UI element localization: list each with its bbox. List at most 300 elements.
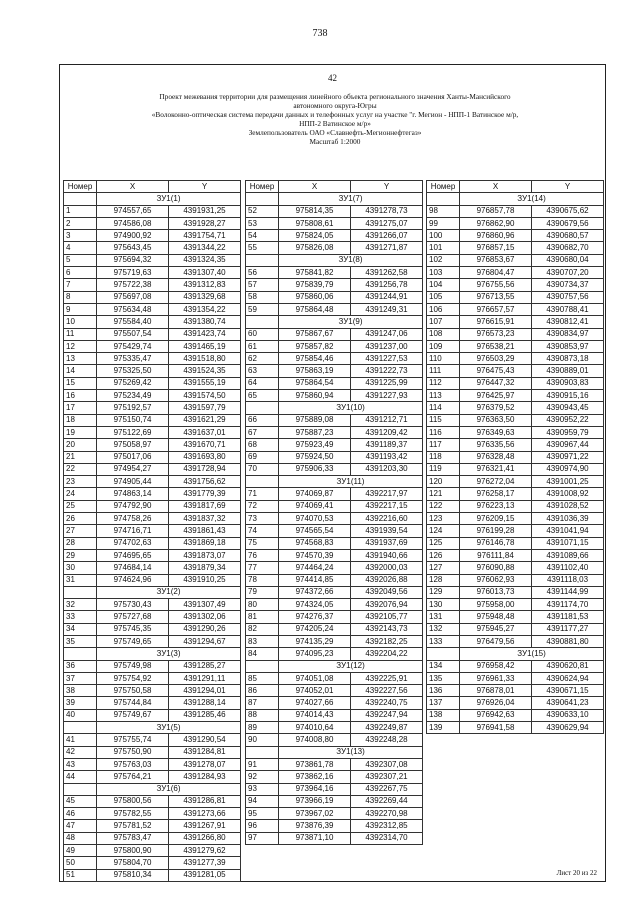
x-coordinate: 975058,97 xyxy=(97,439,169,451)
x-coordinate: 974051,08 xyxy=(279,672,351,684)
point-number: 79 xyxy=(246,586,279,598)
table-row xyxy=(427,267,604,279)
x-coordinate: 975643,45 xyxy=(97,242,169,254)
table-row xyxy=(246,205,423,217)
x-coordinate: 976272,04 xyxy=(460,476,532,488)
point-number: 115 xyxy=(427,414,460,426)
y-coordinate: 4391181,53 xyxy=(532,611,604,623)
x-coordinate: 974702,63 xyxy=(97,537,169,549)
x-coordinate: 973862,16 xyxy=(279,771,351,783)
y-coordinate: 4391423,74 xyxy=(169,328,241,340)
point-number: 112 xyxy=(427,377,460,389)
point-number: 97 xyxy=(246,832,279,844)
point-number: 99 xyxy=(427,217,460,229)
table-row xyxy=(427,328,604,340)
group-header-row xyxy=(427,648,604,660)
table-row xyxy=(64,340,241,352)
x-coordinate: 974276,37 xyxy=(279,611,351,623)
table-row xyxy=(64,734,241,746)
group-empty-cell xyxy=(246,476,279,488)
header-x: X xyxy=(279,181,351,193)
table-row xyxy=(64,328,241,340)
point-number: 66 xyxy=(246,414,279,426)
point-number: 56 xyxy=(246,267,279,279)
table-row xyxy=(246,390,423,402)
table-row xyxy=(64,672,241,684)
x-coordinate: 974557,65 xyxy=(97,205,169,217)
y-coordinate: 4390680,57 xyxy=(532,230,604,242)
x-coordinate: 974070,53 xyxy=(279,513,351,525)
group-empty-cell xyxy=(246,660,279,672)
table-row xyxy=(427,242,604,254)
y-coordinate: 4391940,66 xyxy=(351,549,423,561)
point-number: 48 xyxy=(64,832,97,844)
x-coordinate: 975945,27 xyxy=(460,623,532,635)
point-number: 46 xyxy=(64,808,97,820)
y-coordinate: 4392049,56 xyxy=(351,586,423,598)
x-coordinate: 975824,05 xyxy=(279,230,351,242)
point-number: 40 xyxy=(64,709,97,721)
point-number: 68 xyxy=(246,439,279,451)
y-coordinate: 4392105,77 xyxy=(351,611,423,623)
y-coordinate: 4391275,07 xyxy=(351,217,423,229)
x-coordinate: 974905,44 xyxy=(97,476,169,488)
point-number: 98 xyxy=(427,205,460,217)
x-coordinate: 974372,66 xyxy=(279,586,351,598)
x-coordinate: 975507,54 xyxy=(97,328,169,340)
x-coordinate: 975814,35 xyxy=(279,205,351,217)
point-number: 88 xyxy=(246,709,279,721)
table-row xyxy=(427,365,604,377)
table-row xyxy=(64,758,241,770)
coordinate-table-2 xyxy=(245,180,422,845)
point-number: 114 xyxy=(427,402,460,414)
table-row xyxy=(246,635,423,647)
table-row xyxy=(246,734,423,746)
y-coordinate: 4391244,91 xyxy=(351,291,423,303)
y-coordinate: 4391910,25 xyxy=(169,574,241,586)
title-line: «Волоконно-оптическая система передачи данных и телефонных услуг на участке "г. Мегион - НПП-1 Ватинское м/р, xyxy=(151,110,519,119)
point-number: 67 xyxy=(246,426,279,438)
table-row xyxy=(246,808,423,820)
y-coordinate: 4391555,19 xyxy=(169,377,241,389)
point-number: 23 xyxy=(64,476,97,488)
x-coordinate: 974695,65 xyxy=(97,549,169,561)
table-row xyxy=(427,672,604,684)
group-header-row xyxy=(246,316,423,328)
table-row xyxy=(246,414,423,426)
table-row xyxy=(246,365,423,377)
point-number: 82 xyxy=(246,623,279,635)
group-header-row xyxy=(246,254,423,266)
y-coordinate: 4391118,03 xyxy=(532,574,604,586)
table-row xyxy=(246,488,423,500)
x-coordinate: 976804,47 xyxy=(460,267,532,279)
y-coordinate: 4392269,44 xyxy=(351,795,423,807)
table-row xyxy=(427,525,604,537)
point-number: 89 xyxy=(246,722,279,734)
group-label: ЗУ1(5) xyxy=(97,722,241,734)
point-number: 76 xyxy=(246,549,279,561)
y-coordinate: 4391028,52 xyxy=(532,500,604,512)
x-coordinate: 976425,97 xyxy=(460,390,532,402)
group-header-row xyxy=(246,746,423,758)
x-coordinate: 975325,50 xyxy=(97,365,169,377)
point-number: 55 xyxy=(246,242,279,254)
point-number: 63 xyxy=(246,365,279,377)
table-row xyxy=(64,377,241,389)
x-coordinate: 974027,66 xyxy=(279,697,351,709)
table-row xyxy=(246,709,423,721)
table-row xyxy=(246,242,423,254)
y-coordinate: 4391227,93 xyxy=(351,390,423,402)
table-row xyxy=(427,377,604,389)
x-coordinate: 976961,33 xyxy=(460,672,532,684)
table-row xyxy=(427,599,604,611)
table-row xyxy=(246,377,423,389)
y-coordinate: 4391209,42 xyxy=(351,426,423,438)
group-label: ЗУ1(7) xyxy=(279,193,423,205)
point-number: 24 xyxy=(64,488,97,500)
x-coordinate: 975839,79 xyxy=(279,279,351,291)
x-coordinate: 975269,42 xyxy=(97,377,169,389)
x-coordinate: 976713,55 xyxy=(460,291,532,303)
y-coordinate: 4390873,18 xyxy=(532,353,604,365)
y-coordinate: 4392217,15 xyxy=(351,500,423,512)
y-coordinate: 4390671,15 xyxy=(532,685,604,697)
x-coordinate: 974414,85 xyxy=(279,574,351,586)
y-coordinate: 4391879,34 xyxy=(169,562,241,574)
y-coordinate: 4391193,42 xyxy=(351,451,423,463)
point-number: 17 xyxy=(64,402,97,414)
point-number: 1 xyxy=(64,205,97,217)
point-number: 80 xyxy=(246,599,279,611)
table-row xyxy=(427,660,604,672)
y-coordinate: 4392217,97 xyxy=(351,488,423,500)
x-coordinate: 975584,40 xyxy=(97,316,169,328)
table-row xyxy=(64,599,241,611)
y-coordinate: 4391294,01 xyxy=(169,685,241,697)
x-coordinate: 974324,05 xyxy=(279,599,351,611)
table-row xyxy=(64,291,241,303)
x-coordinate: 975694,32 xyxy=(97,254,169,266)
x-coordinate: 975923,49 xyxy=(279,439,351,451)
table-row xyxy=(427,205,604,217)
x-coordinate: 974052,01 xyxy=(279,685,351,697)
point-number: 73 xyxy=(246,513,279,525)
y-coordinate: 4391225,99 xyxy=(351,377,423,389)
x-coordinate: 975924,50 xyxy=(279,451,351,463)
y-coordinate: 4391329,68 xyxy=(169,291,241,303)
y-coordinate: 4391089,66 xyxy=(532,549,604,561)
x-coordinate: 975234,49 xyxy=(97,390,169,402)
x-coordinate: 974010,64 xyxy=(279,722,351,734)
table-row xyxy=(427,439,604,451)
table-row xyxy=(246,586,423,598)
x-coordinate: 976223,13 xyxy=(460,500,532,512)
point-number: 105 xyxy=(427,291,460,303)
table-row xyxy=(246,291,423,303)
point-number: 36 xyxy=(64,660,97,672)
table-row xyxy=(246,574,423,586)
x-coordinate: 976657,57 xyxy=(460,303,532,315)
point-number: 120 xyxy=(427,476,460,488)
y-coordinate: 4391249,31 xyxy=(351,303,423,315)
y-coordinate: 4390881,80 xyxy=(532,635,604,647)
y-coordinate: 4391637,01 xyxy=(169,426,241,438)
table-row xyxy=(64,808,241,820)
point-number: 104 xyxy=(427,279,460,291)
table-row xyxy=(64,635,241,647)
point-number: 101 xyxy=(427,242,460,254)
table-row xyxy=(246,623,423,635)
x-coordinate: 975754,92 xyxy=(97,672,169,684)
group-empty-cell xyxy=(246,746,279,758)
x-coordinate: 975864,54 xyxy=(279,377,351,389)
point-number: 94 xyxy=(246,795,279,807)
point-number: 96 xyxy=(246,820,279,832)
header-y: Y xyxy=(169,181,241,193)
y-coordinate: 4391693,80 xyxy=(169,451,241,463)
point-number: 111 xyxy=(427,365,460,377)
x-coordinate: 975958,00 xyxy=(460,599,532,611)
table-row xyxy=(64,402,241,414)
y-coordinate: 4390633,10 xyxy=(532,709,604,721)
table-row xyxy=(246,758,423,770)
table-row xyxy=(64,562,241,574)
x-coordinate: 976958,42 xyxy=(460,660,532,672)
table-row xyxy=(64,832,241,844)
table-row xyxy=(427,537,604,549)
table-row xyxy=(64,267,241,279)
y-coordinate: 4391177,27 xyxy=(532,623,604,635)
point-number: 124 xyxy=(427,525,460,537)
y-coordinate: 4390680,04 xyxy=(532,254,604,266)
x-coordinate: 975860,06 xyxy=(279,291,351,303)
group-label: ЗУ1(10) xyxy=(279,402,423,414)
x-coordinate: 973861,78 xyxy=(279,758,351,770)
y-coordinate: 4390915,16 xyxy=(532,390,604,402)
x-coordinate: 975749,67 xyxy=(97,709,169,721)
group-empty-cell xyxy=(427,648,460,660)
x-coordinate: 976379,52 xyxy=(460,402,532,414)
x-coordinate: 975150,74 xyxy=(97,414,169,426)
x-coordinate: 975826,08 xyxy=(279,242,351,254)
point-number: 83 xyxy=(246,635,279,647)
x-coordinate: 974684,14 xyxy=(97,562,169,574)
point-number: 106 xyxy=(427,303,460,315)
y-coordinate: 4391324,35 xyxy=(169,254,241,266)
title-line: Проект межевания территории для размещения линейного объекта регионального значения Ханты-Мансийского xyxy=(159,92,511,101)
y-coordinate: 4391290,26 xyxy=(169,623,241,635)
y-coordinate: 4391754,71 xyxy=(169,230,241,242)
group-header-row xyxy=(64,193,241,205)
x-coordinate: 973964,16 xyxy=(279,783,351,795)
x-coordinate: 975864,48 xyxy=(279,303,351,315)
point-number: 72 xyxy=(246,500,279,512)
sheet-number: 42 xyxy=(328,73,337,83)
table-row xyxy=(427,513,604,525)
x-coordinate: 974716,71 xyxy=(97,525,169,537)
x-coordinate: 975854,46 xyxy=(279,353,351,365)
table-row xyxy=(246,303,423,315)
table-row xyxy=(246,672,423,684)
y-coordinate: 4391262,58 xyxy=(351,267,423,279)
group-label: ЗУ1(8) xyxy=(279,254,423,266)
group-label: ЗУ1(6) xyxy=(97,783,241,795)
x-coordinate: 976363,50 xyxy=(460,414,532,426)
y-coordinate: 4390834,97 xyxy=(532,328,604,340)
group-empty-cell xyxy=(64,722,97,734)
x-coordinate: 974900,92 xyxy=(97,230,169,242)
x-coordinate: 975857,82 xyxy=(279,340,351,352)
table-row xyxy=(246,795,423,807)
x-coordinate: 976941,58 xyxy=(460,722,532,734)
point-number: 122 xyxy=(427,500,460,512)
y-coordinate: 4391670,71 xyxy=(169,439,241,451)
x-coordinate: 976328,48 xyxy=(460,451,532,463)
page-number: 738 xyxy=(312,28,328,39)
point-number: 95 xyxy=(246,808,279,820)
sheet-frame xyxy=(59,64,606,882)
y-coordinate: 4390971,22 xyxy=(532,451,604,463)
table-row xyxy=(427,340,604,352)
x-coordinate: 975906,33 xyxy=(279,463,351,475)
table-row xyxy=(64,476,241,488)
point-number: 103 xyxy=(427,267,460,279)
y-coordinate: 4391518,80 xyxy=(169,353,241,365)
x-coordinate: 975697,08 xyxy=(97,291,169,303)
y-coordinate: 4390959,79 xyxy=(532,426,604,438)
x-coordinate: 975122,69 xyxy=(97,426,169,438)
point-number: 59 xyxy=(246,303,279,315)
point-number: 125 xyxy=(427,537,460,549)
table-row xyxy=(64,500,241,512)
y-coordinate: 4391597,79 xyxy=(169,402,241,414)
point-number: 19 xyxy=(64,426,97,438)
point-number: 137 xyxy=(427,697,460,709)
table-row xyxy=(427,316,604,328)
x-coordinate: 974570,39 xyxy=(279,549,351,561)
point-number: 4 xyxy=(64,242,97,254)
y-coordinate: 4391621,29 xyxy=(169,414,241,426)
table-row xyxy=(64,795,241,807)
point-number: 8 xyxy=(64,291,97,303)
x-coordinate: 975808,61 xyxy=(279,217,351,229)
document-title xyxy=(100,92,570,146)
y-coordinate: 4391861,43 xyxy=(169,525,241,537)
point-number: 6 xyxy=(64,267,97,279)
y-coordinate: 4391278,73 xyxy=(351,205,423,217)
table-row xyxy=(427,635,604,647)
coordinate-table-1 xyxy=(63,180,240,882)
point-number: 15 xyxy=(64,377,97,389)
point-number: 136 xyxy=(427,685,460,697)
x-coordinate: 975727,68 xyxy=(97,611,169,623)
point-number: 123 xyxy=(427,513,460,525)
y-coordinate: 4391344,22 xyxy=(169,242,241,254)
x-coordinate: 974863,14 xyxy=(97,488,169,500)
point-number: 69 xyxy=(246,451,279,463)
y-coordinate: 4391271,87 xyxy=(351,242,423,254)
y-coordinate: 4391277,39 xyxy=(169,857,241,869)
point-number: 27 xyxy=(64,525,97,537)
point-number: 12 xyxy=(64,340,97,352)
point-number: 92 xyxy=(246,771,279,783)
table-header-row xyxy=(64,181,241,193)
point-number: 47 xyxy=(64,820,97,832)
table-row xyxy=(427,291,604,303)
point-number: 33 xyxy=(64,611,97,623)
table-row xyxy=(427,697,604,709)
table-row xyxy=(427,230,604,242)
x-coordinate: 974014,43 xyxy=(279,709,351,721)
group-empty-cell xyxy=(246,316,279,328)
y-coordinate: 4392143,73 xyxy=(351,623,423,635)
group-label: ЗУ1(9) xyxy=(279,316,423,328)
point-number: 49 xyxy=(64,845,97,857)
y-coordinate: 4390675,62 xyxy=(532,205,604,217)
x-coordinate: 973876,39 xyxy=(279,820,351,832)
group-empty-cell xyxy=(246,254,279,266)
header-number: Номер xyxy=(246,181,279,193)
y-coordinate: 4392225,91 xyxy=(351,672,423,684)
point-number: 116 xyxy=(427,426,460,438)
coordinate-table xyxy=(245,180,423,845)
x-coordinate: 975782,55 xyxy=(97,808,169,820)
point-number: 61 xyxy=(246,340,279,352)
table-row xyxy=(64,709,241,721)
x-coordinate: 974205,24 xyxy=(279,623,351,635)
y-coordinate: 4391001,25 xyxy=(532,476,604,488)
point-number: 9 xyxy=(64,303,97,315)
point-number: 62 xyxy=(246,353,279,365)
y-coordinate: 4392307,21 xyxy=(351,771,423,783)
y-coordinate: 4390952,22 xyxy=(532,414,604,426)
y-coordinate: 4392248,28 xyxy=(351,734,423,746)
table-row xyxy=(64,230,241,242)
point-number: 39 xyxy=(64,697,97,709)
x-coordinate: 975745,35 xyxy=(97,623,169,635)
point-number: 37 xyxy=(64,672,97,684)
point-number: 93 xyxy=(246,783,279,795)
table-row xyxy=(427,303,604,315)
table-row xyxy=(64,537,241,549)
point-number: 109 xyxy=(427,340,460,352)
x-coordinate: 974586,08 xyxy=(97,217,169,229)
y-coordinate: 4392000,03 xyxy=(351,562,423,574)
point-number: 3 xyxy=(64,230,97,242)
y-coordinate: 4391227,53 xyxy=(351,353,423,365)
group-label: ЗУ1(13) xyxy=(279,746,423,758)
x-coordinate: 976878,01 xyxy=(460,685,532,697)
x-coordinate: 975804,70 xyxy=(97,857,169,869)
table-row xyxy=(64,217,241,229)
point-number: 26 xyxy=(64,513,97,525)
y-coordinate: 4391203,30 xyxy=(351,463,423,475)
y-coordinate: 4391291,11 xyxy=(169,672,241,684)
header-y: Y xyxy=(532,181,604,193)
point-number: 28 xyxy=(64,537,97,549)
y-coordinate: 4391307,40 xyxy=(169,267,241,279)
coordinate-table xyxy=(63,180,241,882)
point-number: 45 xyxy=(64,795,97,807)
table-row xyxy=(64,857,241,869)
point-number: 29 xyxy=(64,549,97,561)
y-coordinate: 4391008,92 xyxy=(532,488,604,500)
table-row xyxy=(64,316,241,328)
point-number: 110 xyxy=(427,353,460,365)
